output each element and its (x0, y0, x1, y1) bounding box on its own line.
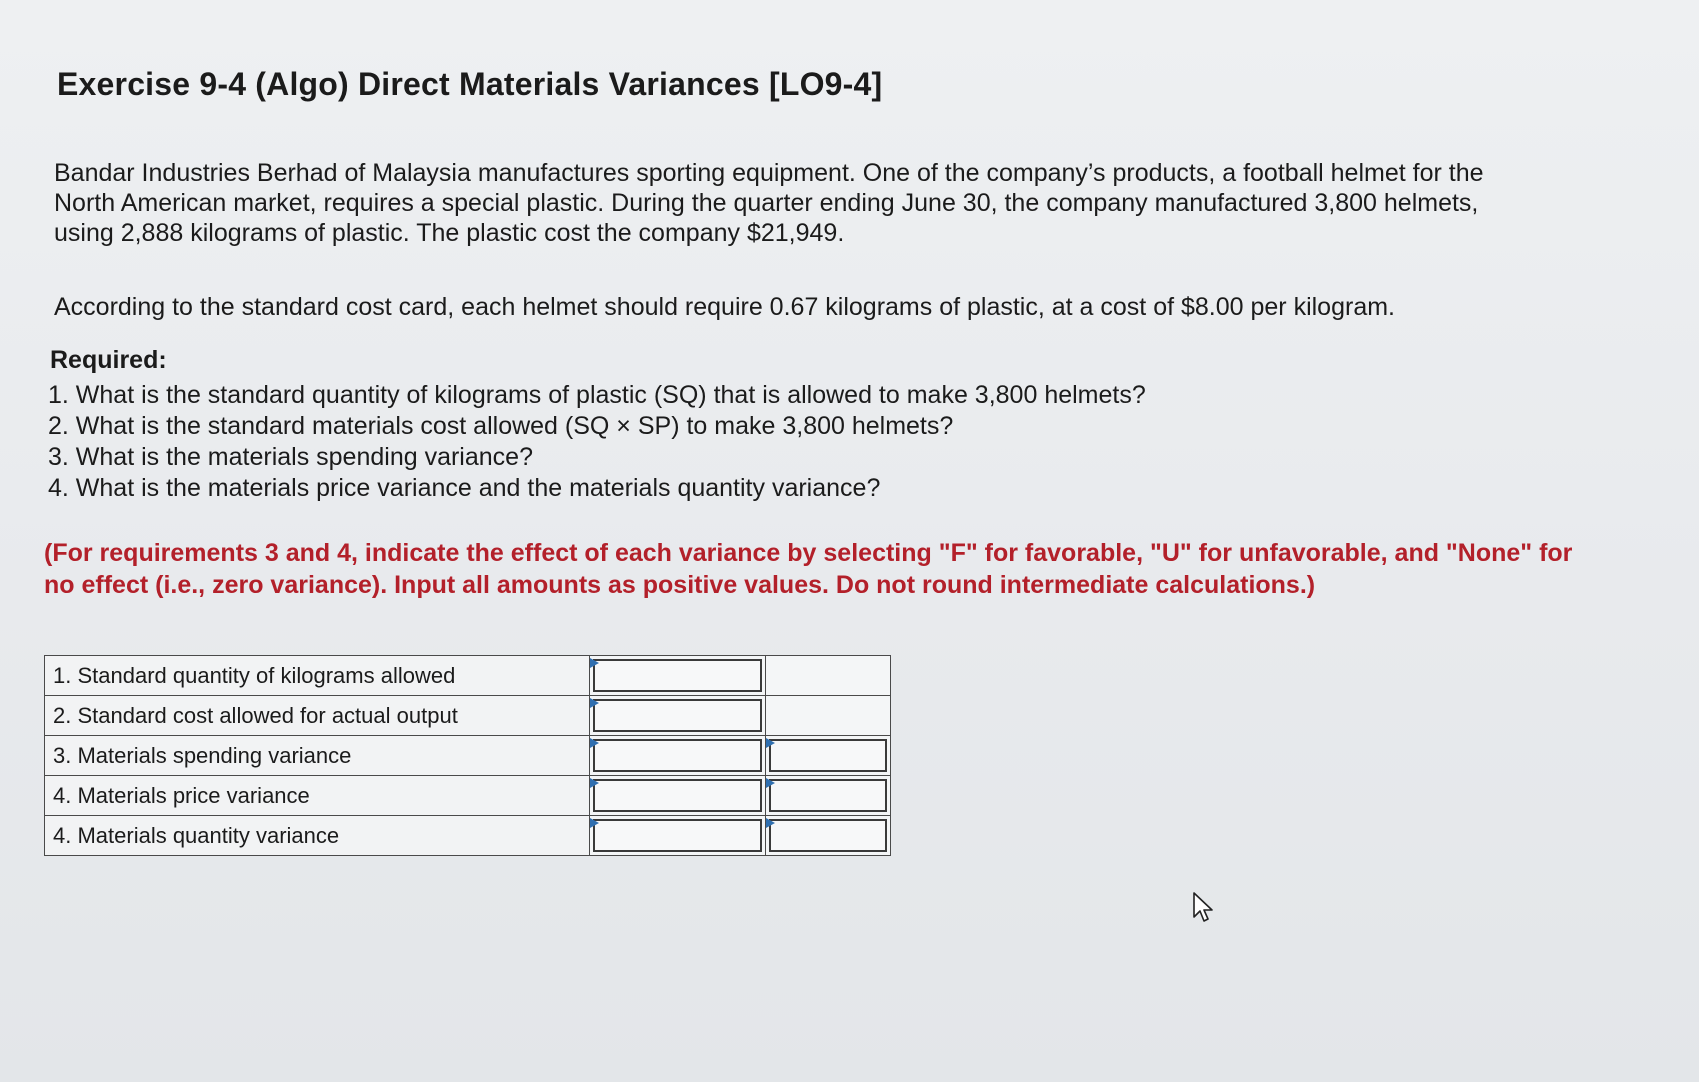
requirement-item: 1. What is the standard quantity of kilograms of plastic (SQ) that is allowed to make 3,800 helmets? (48, 381, 1146, 409)
requirements-list (48, 380, 1146, 504)
table-row (45, 776, 891, 816)
problem-line-2: North American market, requires a special plastic. During the quarter ending June 30, the company manufactured 3,800 helmets, (54, 189, 1479, 217)
required-heading: Required: (50, 346, 167, 374)
instruction-line-1: (For requirements 3 and 4, indicate the effect of each variance by selecting "F" for favorable, "U" for unfavorable, and "None" for (44, 539, 1573, 567)
amount-cell (590, 696, 766, 736)
requirement-item: 4. What is the materials price variance and the materials quantity variance? (48, 474, 881, 502)
table-row (45, 696, 891, 736)
effect-cell (766, 816, 891, 856)
table-row (45, 816, 891, 856)
effect-select[interactable] (769, 779, 887, 812)
table-row (45, 736, 891, 776)
instruction-note (44, 537, 1699, 601)
amount-cell (590, 776, 766, 816)
row-label: 3. Materials spending variance (45, 736, 590, 776)
triangle-right-icon (590, 738, 599, 748)
row-label: 4. Materials price variance (45, 776, 590, 816)
exercise-title: Exercise 9-4 (Algo) Direct Materials Variances [LO9-4] (57, 66, 883, 102)
amount-input[interactable] (593, 819, 762, 852)
problem-line-3: using 2,888 kilograms of plastic. The plastic cost the company $21,949. (54, 219, 845, 247)
triangle-right-icon (590, 778, 599, 788)
effect-select[interactable] (769, 819, 887, 852)
triangle-right-icon (590, 818, 599, 828)
requirement-item: 2. What is the standard materials cost allowed (SQ × SP) to make 3,800 helmets? (48, 412, 954, 440)
amount-input[interactable] (593, 739, 762, 772)
table-row (45, 656, 891, 696)
effect-cell (766, 776, 891, 816)
row-label: 4. Materials quantity variance (45, 816, 590, 856)
triangle-right-icon (590, 658, 599, 668)
effect-cell-empty (766, 696, 891, 736)
triangle-right-icon (766, 778, 775, 788)
amount-input[interactable] (593, 659, 762, 692)
standard-cost-paragraph: According to the standard cost card, each helmet should require 0.67 kilograms of plastic, at a cost of $8.00 per kilogram. (54, 293, 1395, 321)
amount-cell (590, 656, 766, 696)
problem-paragraph (54, 158, 1654, 248)
amount-cell (590, 736, 766, 776)
amount-input[interactable] (593, 779, 762, 812)
problem-line-1: Bandar Industries Berhad of Malaysia manufactures sporting equipment. One of the company’s products, a football helmet for the (54, 159, 1484, 187)
triangle-right-icon (590, 698, 599, 708)
triangle-right-icon (766, 738, 775, 748)
row-label: 2. Standard cost allowed for actual output (45, 696, 590, 736)
amount-cell (590, 816, 766, 856)
mouse-pointer-icon (1192, 892, 1216, 924)
triangle-right-icon (766, 818, 775, 828)
amount-input[interactable] (593, 699, 762, 732)
instruction-line-2: no effect (i.e., zero variance). Input all amounts as positive values. Do not round intermediate calculations.) (44, 571, 1316, 599)
answer-table (44, 655, 891, 856)
effect-cell (766, 736, 891, 776)
effect-select[interactable] (769, 739, 887, 772)
requirement-item: 3. What is the materials spending variance? (48, 443, 533, 471)
row-label: 1. Standard quantity of kilograms allowed (45, 656, 590, 696)
effect-cell-empty (766, 656, 891, 696)
